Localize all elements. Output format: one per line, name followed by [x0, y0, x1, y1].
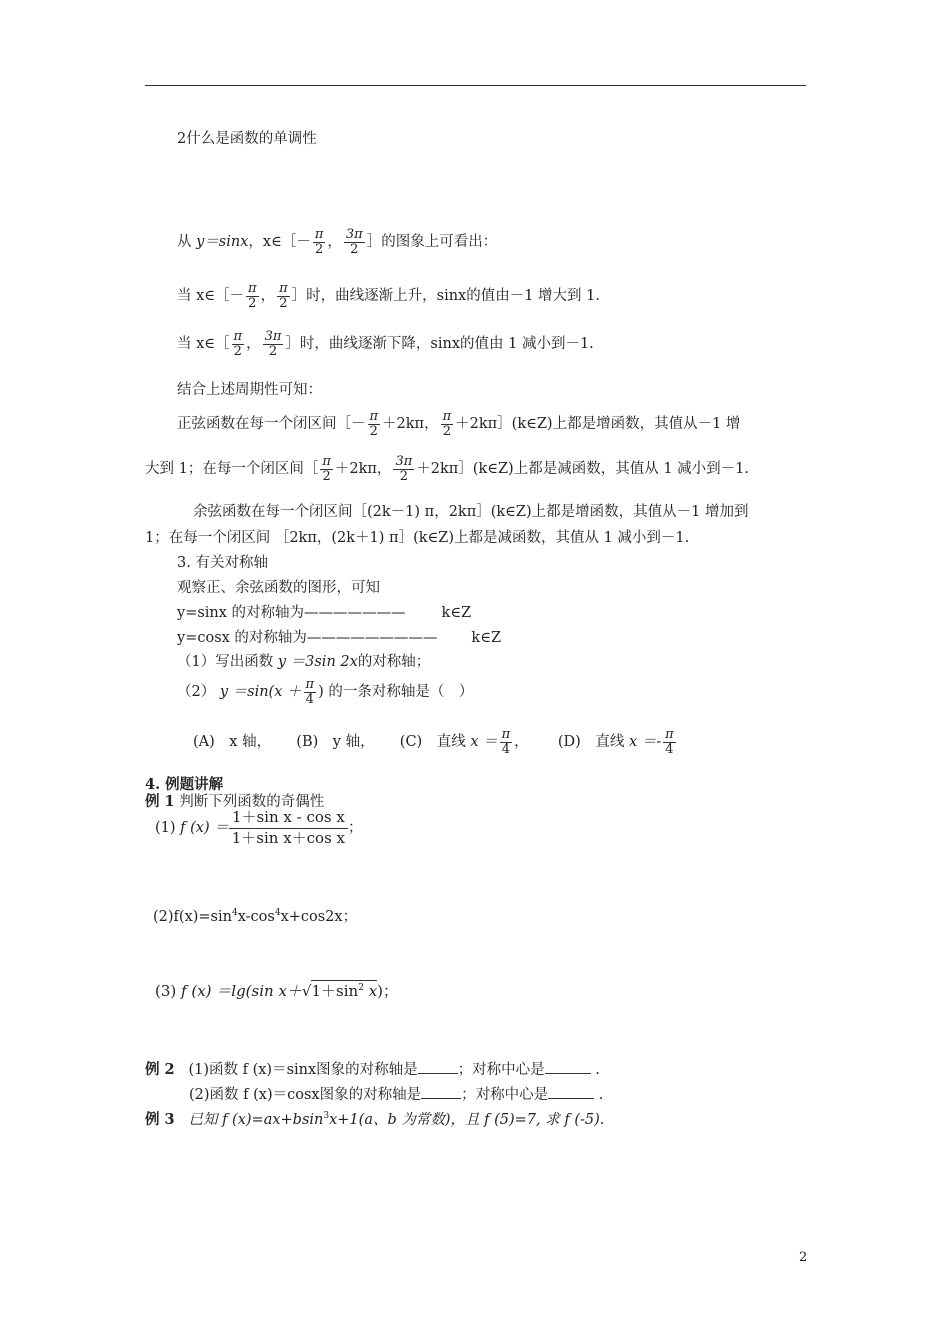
- fraction: $\frac{3\pi}{2}$: [264, 329, 282, 359]
- fraction: $\frac{3\pi}{2}$: [395, 454, 413, 484]
- question-1: （1）写出函数 y ＝3sin 2x的对称轴；: [177, 654, 431, 670]
- option-d: (D) 直线 x ＝- $\frac{\pi}{4}$: [557, 727, 674, 757]
- fraction: $\frac{\pi}{2}$: [233, 329, 243, 359]
- fraction: $\frac{\pi}{2}$: [322, 454, 331, 484]
- sin-symmetry-axis-line: y=sinx 的对称轴为——————— k∈Z: [177, 605, 472, 621]
- header-rule: [145, 85, 806, 86]
- fraction: $\frac{\pi}{2}$: [248, 281, 257, 311]
- section-3-title: 3. 有关对称轴: [177, 555, 268, 571]
- sine-monotonic-line-2: 大到 1；在每一个闭区间［ $\frac{\pi}{2}$ ＋2kπ， $\frac{3\pi}{2}$ ＋2kπ］(k∈Z)上都是减函数，其值从 1 减小到－1.: [145, 454, 749, 484]
- fraction: $\frac{\pi}{4}$: [305, 677, 315, 707]
- example-1-part-1: (1) f (x) ＝ $\frac{\text{1＋sin x - cos x}}{\text{1＋sin x＋cos x}}$ ；: [155, 808, 363, 847]
- section-2-title: 2什么是函数的单调性: [177, 131, 317, 147]
- observe-line: 观察正、余弦函数的图形，可知: [177, 580, 380, 596]
- fraction: $\frac{\pi}{4}$: [665, 727, 674, 757]
- blank-field: [418, 1073, 458, 1074]
- blank-field: [545, 1073, 591, 1074]
- example-3: 例 3 已知 f (x)=ax+bsin$^3$x+1(a、b 为常数)，且 f (5)=7, 求 f (-5).: [145, 1111, 605, 1128]
- increasing-interval-line: 当 x∈［－ $\frac{\pi}{2}$ ， $\frac{\pi}{2}$ ］时，曲线逐渐上升，sinx的值由－1 增大到 1.: [177, 281, 600, 311]
- from-graph-line: 从 y＝sinx，x∈［－ $\frac{\pi}{2}$ ， $\frac{3\pi}{2}$ ］的图象上可看出：: [177, 227, 498, 257]
- option-a: (A) x 轴，: [193, 734, 272, 751]
- square-root: $1+\sin^2$ x: [311, 982, 378, 1000]
- example-2-line-1: 例 2 (1)函数 f (x)＝sinx图象的对称轴是 ；对称中心是 .: [145, 1061, 600, 1078]
- fraction: $\frac{3\pi}{2}$: [345, 227, 363, 257]
- cos-symmetry-axis-line: y=cosx 的对称轴为————————— k∈Z: [177, 630, 502, 646]
- fraction: $\frac{\pi}{2}$: [314, 227, 324, 257]
- question-2-options: [193, 728, 678, 756]
- fraction: $\frac{\pi}{2}$: [442, 409, 452, 439]
- cosine-monotonic-line-1: 余弦函数在每一个闭区间［(2k－1) π，2kπ］(k∈Z)上都是增函数，其值从－1 增加到: [193, 504, 749, 520]
- fraction: $\frac{\pi}{2}$: [369, 409, 379, 439]
- sine-monotonic-line-1: 正弦函数在每一个闭区间［－ $\frac{\pi}{2}$ ＋2kπ， $\frac{\pi}{2}$ ＋2kπ］(k∈Z)上都是增函数，其值从－1 增: [177, 409, 741, 439]
- example-1-part-3: (3) f (x) ＝lg(sin $x+√1+\sin^2$ x)；: [155, 982, 399, 1000]
- cosine-monotonic-line-2: 1；在每一个闭区间 ［2kπ，(2k＋1) π］(k∈Z)上都是减函数，其值从 1 减小到－1.: [145, 530, 690, 546]
- page-number: 2: [799, 1250, 808, 1265]
- combine-line: 结合上述周期性可知：: [177, 382, 322, 398]
- blank-field: [548, 1098, 594, 1099]
- example-1-part-2: $(2)f(x)=\sin^4x-\cos^4x+\cos 2x$；: [153, 908, 358, 925]
- example-2-line-2: (2)函数 f (x)＝cosx图象的对称轴是 ；对称中心是 .: [189, 1087, 604, 1103]
- option-b: (B) y 轴，: [296, 734, 375, 751]
- option-c: (C) 直线 x ＝ $\frac{\pi}{4}$ ，: [399, 727, 529, 757]
- blank-field: [421, 1098, 461, 1099]
- fraction: $\frac{\pi}{2}$: [279, 281, 288, 311]
- question-2: （2） y ＝sin(x ＋ $\frac{\pi}{4}$ ) 的一条对称轴是（ ）: [177, 677, 474, 707]
- section-4-title: 4. 例题讲解: [145, 776, 224, 793]
- decreasing-interval-line: 当 x∈［ $\frac{\pi}{2}$ ， $\frac{3\pi}{2}$ ］时，曲线逐渐下降，sinx的值由 1 减小到－1.: [177, 329, 594, 359]
- fraction: $\frac{\pi}{4}$: [501, 727, 511, 757]
- fraction: $\frac{\text{1＋sin x - cos x}}{\text{1＋sin x＋cos x}}$: [229, 808, 348, 848]
- example-1-heading: 例 1 判断下列函数的奇偶性: [145, 793, 325, 810]
